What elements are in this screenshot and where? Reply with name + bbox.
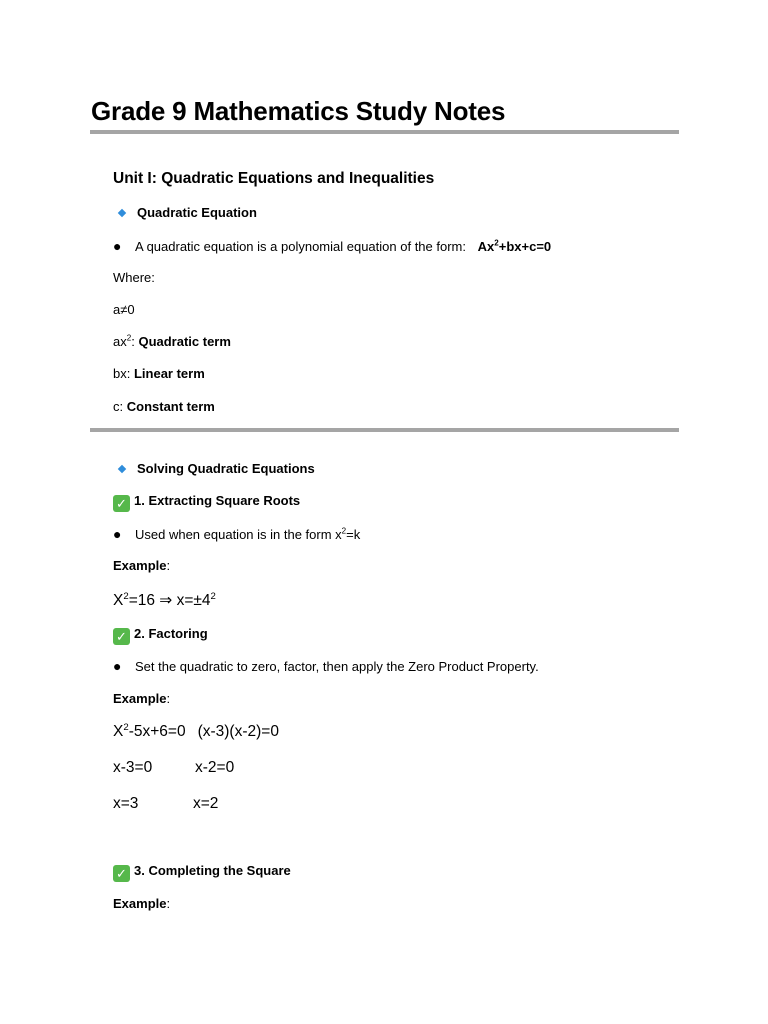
where-label: Where: (113, 270, 155, 285)
form-rest: +bx+c=0 (498, 239, 552, 254)
section-heading-quadratic-equation (113, 205, 257, 220)
method2-equation-3 (113, 795, 218, 813)
eq-factored: (x-3)(x-2)=0 (197, 723, 279, 740)
method-extracting-square-roots (113, 493, 300, 512)
eq-middle: =16 ⇒ x=±4 (128, 592, 211, 609)
definition-bullet (113, 238, 551, 254)
method-completing-square (113, 863, 291, 882)
example-colon: : (166, 558, 171, 573)
term-linear (113, 366, 205, 381)
unit-heading: Unit I: Quadratic Equations and Inequalities (113, 170, 435, 187)
bullet-icon: ● (113, 658, 122, 674)
example-colon: : (166, 691, 171, 706)
eq-exponent: 2 (123, 721, 129, 733)
method3-example-label (113, 896, 170, 911)
condition-text: a≠0 (113, 302, 135, 317)
eq-base: X (113, 592, 124, 609)
method-title: 2. Factoring (134, 626, 208, 641)
method-title: 3. Completing the Square (134, 863, 291, 878)
bullet-tail: =k (346, 527, 361, 542)
definition-text: A quadratic equation is a polynomial equation of the form: (135, 239, 466, 254)
method2-bullet (113, 658, 539, 674)
method1-bullet (113, 526, 360, 542)
method2-example-label (113, 691, 170, 706)
example-label: Example (113, 558, 167, 573)
section-divider (90, 428, 679, 432)
eq-exponent: 2 (210, 590, 216, 602)
check-mark-icon: ✓ (113, 865, 130, 882)
term-prefix: c (113, 399, 120, 414)
check-mark-icon: ✓ (113, 495, 130, 512)
method1-example-label (113, 558, 170, 573)
eq-left: x-3=0 (113, 759, 153, 776)
page-title: Grade 9 Mathematics Study Notes (91, 96, 506, 126)
section-heading-label: Quadratic Equation (137, 205, 257, 220)
term-separator: : (119, 399, 127, 414)
bullet-icon: ● (113, 238, 122, 254)
diamond-bullet-icon (118, 209, 126, 217)
term-quadratic (113, 334, 231, 349)
term-prefix: ax (113, 334, 127, 349)
eq-right: x-2=0 (195, 759, 235, 776)
eq-exponent: 2 (123, 590, 129, 602)
bullet-text: Set the quadratic to zero, factor, then apply the Zero Product Property. (135, 659, 539, 674)
section-heading-label: Solving Quadratic Equations (137, 461, 315, 476)
bullet-icon: ● (113, 526, 122, 542)
bullet-text: Used when equation is in the form x (135, 527, 342, 542)
term-label: Constant term (126, 399, 215, 414)
term-exponent: 2 (126, 333, 132, 343)
example-colon: : (166, 896, 171, 911)
diamond-bullet-icon (118, 465, 126, 473)
check-mark-icon: ✓ (113, 628, 130, 645)
eq-base: X (113, 723, 124, 740)
title-divider (90, 130, 679, 134)
method-title: 1. Extracting Square Roots (134, 493, 301, 508)
example-label: Example (113, 896, 167, 911)
form-base: Ax (477, 239, 495, 254)
general-form (478, 239, 552, 254)
eq-left: x=3 (113, 795, 139, 812)
method1-example-equation (113, 591, 216, 610)
term-label: Linear term (133, 366, 205, 381)
term-separator: : (131, 334, 139, 349)
example-label: Example (113, 691, 167, 706)
term-constant (113, 399, 215, 414)
section-heading-solving (113, 461, 315, 476)
eq-right: x=2 (193, 795, 219, 812)
term-label: Quadratic term (138, 334, 231, 349)
eq-middle: -5x+6=0 (128, 723, 186, 740)
term-prefix: bx (113, 366, 127, 381)
method2-equation-2 (113, 759, 234, 777)
method2-equation-1 (113, 723, 279, 741)
term-separator: : (126, 366, 134, 381)
form-exponent: 2 (494, 238, 499, 248)
method-factoring (113, 626, 208, 645)
bullet-exponent: 2 (341, 526, 347, 536)
